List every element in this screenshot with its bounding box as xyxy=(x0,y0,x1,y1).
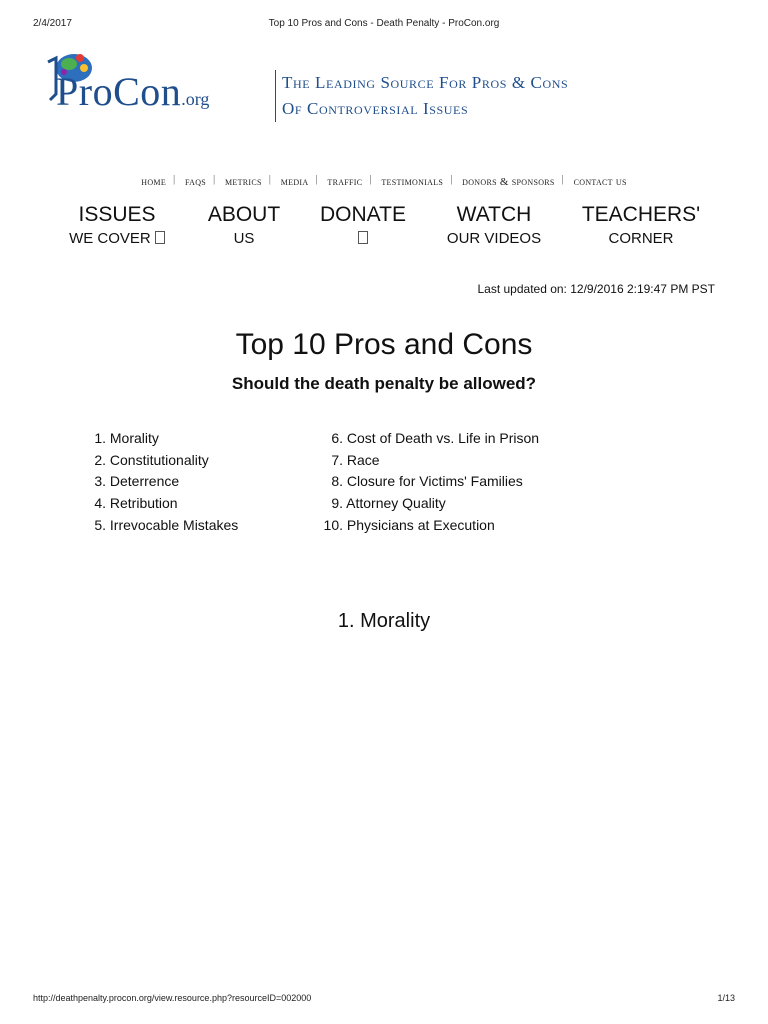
logo-name: ProCon xyxy=(56,69,182,114)
main-nav-issues-sublabel: WE COVER xyxy=(69,230,151,247)
main-nav-about-label: ABOUT xyxy=(207,203,281,226)
toc-item[interactable] xyxy=(89,471,238,493)
main-nav-issues-label: ISSUES xyxy=(78,203,156,226)
tagline-line-1: The Leading Source For Pros & Cons xyxy=(282,73,569,92)
toc-item-label: Closure for Victims' Families xyxy=(346,473,523,490)
toc-item[interactable] xyxy=(319,515,539,537)
nav-testimonials-link[interactable]: testimonials xyxy=(381,176,444,188)
nav-home-link[interactable]: home xyxy=(141,176,167,188)
nav-donors-sponsors-link[interactable]: donors & sponsors xyxy=(462,176,555,188)
toc-right-column xyxy=(319,428,539,537)
toc-item[interactable] xyxy=(319,428,539,450)
nav-separator: | xyxy=(561,173,564,185)
print-date: 2/4/2017 xyxy=(33,18,72,29)
print-page-number: 1/13 xyxy=(717,993,735,1003)
top-nav xyxy=(0,173,768,188)
print-footer xyxy=(0,993,768,1007)
main-nav-about[interactable] xyxy=(194,202,294,250)
last-updated: Last updated on: 12/9/2016 2:19:47 PM PST xyxy=(477,282,715,296)
main-nav-teachers-label: TEACHERS' xyxy=(581,203,701,226)
tagline-line-2: Of Controversial Issues xyxy=(282,99,469,118)
nav-separator: | xyxy=(369,173,372,185)
toc-item-number: 1. xyxy=(94,430,106,446)
nav-separator: | xyxy=(315,173,318,185)
nav-traffic-link[interactable]: traffic xyxy=(327,176,363,188)
nav-separator: | xyxy=(173,173,176,185)
toc-item-label: Cost of Death vs. Life in Prison xyxy=(346,430,540,446)
toc-item[interactable] xyxy=(319,471,539,493)
logo-suffix: .org xyxy=(181,89,210,109)
main-nav-donate-label: DONATE xyxy=(320,203,406,226)
print-page-title: Top 10 Pros and Cons - Death Penalty - ProCon.org xyxy=(268,18,500,29)
toc-item-number: 4. xyxy=(94,495,106,512)
main-nav-watch[interactable] xyxy=(432,202,556,250)
main-nav-teachers-sublabel: CORNER xyxy=(608,230,674,247)
page-title: Top 10 Pros and Cons xyxy=(235,328,533,361)
toc-item-label: Attorney Quality xyxy=(346,495,446,512)
toc-item[interactable] xyxy=(319,493,539,515)
toc-item-number: 6. xyxy=(331,430,343,446)
toc-item-number: 3. xyxy=(94,473,106,490)
missing-glyph-icon xyxy=(155,231,165,244)
logo-wordmark xyxy=(56,69,210,119)
toc-item[interactable] xyxy=(89,493,238,515)
main-nav-donate[interactable] xyxy=(308,202,418,250)
main-nav-watch-label: WATCH xyxy=(456,203,532,226)
toc-item-number: 2. xyxy=(94,451,106,468)
toc-item-number: 5. xyxy=(94,516,106,533)
toc-item-number: 7. xyxy=(331,451,343,468)
toc-item-label: Constitutionality xyxy=(109,451,209,468)
toc-left-column xyxy=(89,428,238,537)
page-subtitle: Should the death penalty be allowed? xyxy=(231,374,537,393)
toc-item[interactable] xyxy=(89,428,238,450)
toc-item[interactable] xyxy=(89,515,238,537)
toc-item-label: Physicians at Execution xyxy=(346,516,495,533)
main-nav-about-sublabel: US xyxy=(233,230,255,247)
main-nav-watch-sublabel: OUR VIDEOS xyxy=(446,230,542,247)
toc-item-label: Morality xyxy=(109,430,159,446)
toc-item-number: 9. xyxy=(331,495,343,512)
nav-contact-us-link[interactable]: contact us xyxy=(573,176,627,188)
section-title: 1. Morality xyxy=(337,610,431,632)
main-nav-issues[interactable] xyxy=(57,202,177,250)
nav-metrics-link[interactable]: metrics xyxy=(225,176,262,188)
nav-separator: | xyxy=(450,173,453,185)
toc-item-number: 10. xyxy=(323,516,343,533)
nav-separator: | xyxy=(268,173,271,185)
print-url: http://deathpenalty.procon.org/view.resource.php?resourceID=002000 xyxy=(33,993,312,1003)
toc-item[interactable] xyxy=(319,450,539,472)
procon-logo[interactable] xyxy=(42,48,274,120)
nav-faqs-link[interactable]: faqs xyxy=(184,176,207,188)
main-nav-teachers[interactable] xyxy=(576,202,706,250)
tagline xyxy=(282,70,568,122)
nav-media-link[interactable]: media xyxy=(280,176,309,188)
missing-glyph-icon xyxy=(358,231,368,244)
toc-item-label: Deterrence xyxy=(109,473,180,490)
main-nav xyxy=(0,202,768,254)
toc-item[interactable] xyxy=(89,450,238,472)
nav-separator: | xyxy=(213,173,216,185)
logo-divider xyxy=(275,70,276,122)
print-header xyxy=(0,18,768,32)
toc-item-label: Retribution xyxy=(109,495,178,512)
toc-item-number: 8. xyxy=(331,473,343,490)
toc-item-label: Race xyxy=(346,451,380,468)
toc-item-label: Irrevocable Mistakes xyxy=(109,516,239,533)
